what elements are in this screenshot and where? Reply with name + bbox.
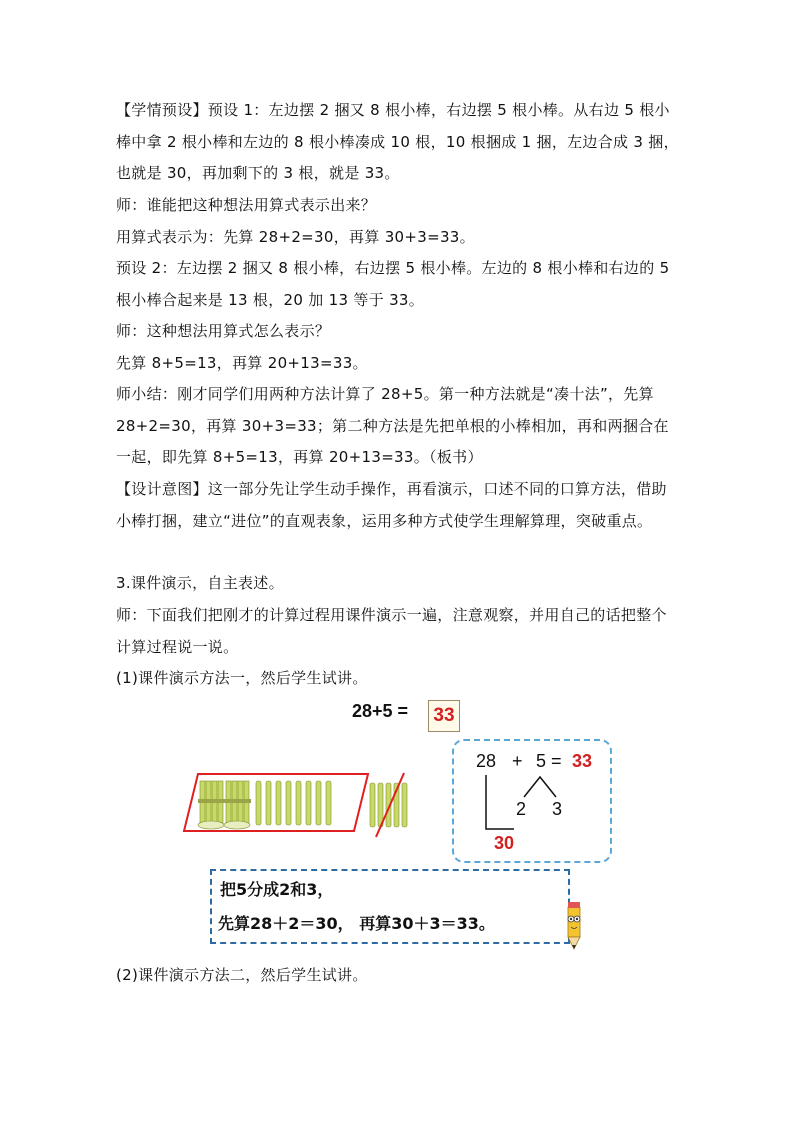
split-left-number: 2 <box>516 799 527 819</box>
paragraph-section-heading: 3.课件演示，自主表述。 <box>116 574 284 592</box>
split-right-number: 3 <box>552 799 563 819</box>
paragraph-teacher-question-2: 师：这种想法用算式怎么表示？ <box>116 322 331 340</box>
sticks-illustration <box>170 769 420 839</box>
method-one-figure <box>170 697 620 959</box>
paragraph-formula-2: 先算 8+5=13，再算 20+13=33。 <box>116 354 368 372</box>
paragraph-presupposition-1: 【学情预设】预设 1：左边摆 2 捆又 8 根小棒，右边摆 5 根小棒。从右边 5 根小棒中拿 2 根小棒和左边的 8 根小棒凑成 10 根，10 根捆成 1 捆，左边合成 3 捆，也就是 30，再加剩下的 3 根，就是 33。 <box>116 101 679 183</box>
answer-box: 33 <box>428 700 460 732</box>
stick-bundle-icon <box>224 781 251 829</box>
paragraph-teacher-instruction: 师：下面我们把刚才的计算过程用课件演示一遍，注意观察，并用自己的话把整个计算过程说一说。 <box>116 606 667 656</box>
paragraph-presupposition-2: 预设 2：左边摆 2 捆又 8 根小棒，右边摆 5 根小棒。左边的 8 根小棒和右边的 5 根小棒合起来是 13 根，20 加 13 等于 33。 <box>116 259 670 309</box>
paragraph-method-1: (1)课件演示方法一，然后学生试讲。 <box>116 669 368 687</box>
bubble-line-1: 把5分成2和3， <box>220 880 334 899</box>
decomposition-box <box>452 739 612 863</box>
paragraph-method-2: (2)课件演示方法二，然后学生试讲。 <box>116 966 368 984</box>
partial-sum: 30 <box>494 833 515 853</box>
plus-sign: + <box>512 751 523 771</box>
paragraph-design-intent: 【设计意图】这一部分先让学生动手操作，再看演示，口述不同的口算方法，借助小棒打捆，建立“进位”的直观表象，运用多种方式使学生理解算理，突破重点。 <box>116 480 667 530</box>
decomposition-result: 33 <box>572 751 593 771</box>
pencil-mascot-icon <box>562 899 586 951</box>
decomposition-lines-icon <box>454 741 614 865</box>
single-sticks-left-icon <box>256 781 331 825</box>
paragraph-formula-1: 用算式表示为：先算 28+2=30，再算 30+3=33。 <box>116 228 475 246</box>
paragraph-teacher-question-1: 师：谁能把这种想法用算式表示出来？ <box>116 196 377 214</box>
equation-label: 28+5 = <box>352 701 409 721</box>
single-sticks-right-icon <box>370 783 407 827</box>
paragraph-teacher-summary: 师小结：刚才同学们用两种方法计算了 28+5。第一种方法就是“凑十法”，先算 28+2=30，再算 30+3=33；第二种方法是先把单根的小棒相加，再和两捆合在一起，即先算 8+5=13，再算 20+13=33。（板书） <box>116 385 669 467</box>
bubble-line-2: 先算28＋2＝30， 再算30＋3＝33。 <box>218 914 495 933</box>
addend-two: 5 = <box>536 751 562 771</box>
explanation-bubble <box>210 869 570 944</box>
addend-one: 28 <box>476 751 497 771</box>
stick-bundle-icon <box>198 781 225 829</box>
